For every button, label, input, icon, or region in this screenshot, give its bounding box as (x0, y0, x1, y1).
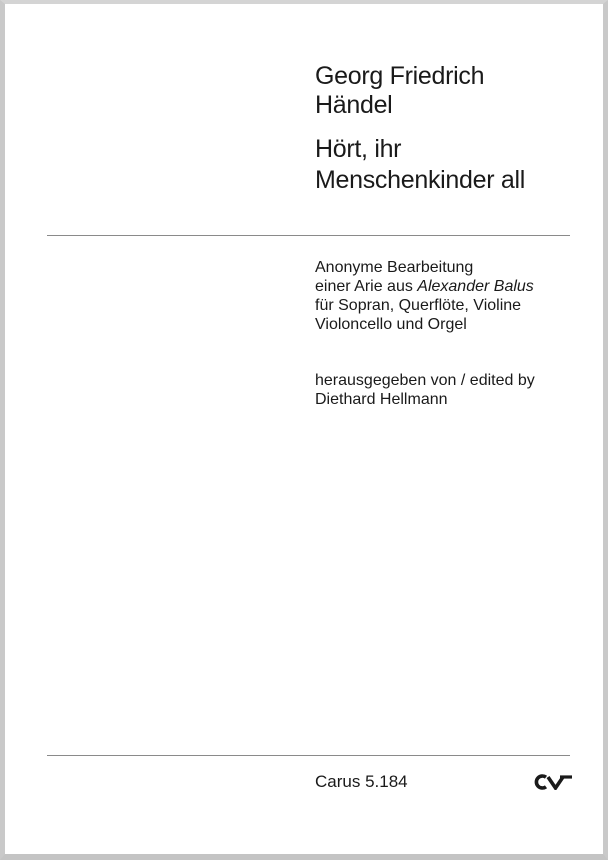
editor-label: herausgegeben von / edited by (315, 372, 535, 389)
composer-name (315, 62, 484, 120)
description-line: für Sopran, Querflöte, Violine (315, 297, 522, 314)
catalog-number: Carus 5.184 (315, 772, 408, 791)
title-line: Menschenkinder all (315, 166, 525, 194)
carus-logo-icon (533, 774, 573, 790)
bottom-divider (47, 755, 570, 756)
description-line: Anonyme Bearbeitung (315, 259, 474, 276)
description-line (315, 277, 534, 296)
work-title (315, 134, 525, 196)
title-line: Hört, ihr (315, 135, 402, 163)
description-line: Violoncello und Orgel (315, 316, 467, 333)
work-description (315, 258, 534, 334)
top-divider (47, 235, 570, 236)
editor-name: Diethard Hellmann (315, 391, 448, 408)
editor-credit (315, 371, 535, 409)
composer-line: Händel (315, 91, 393, 119)
description-text: einer Arie aus (315, 278, 418, 295)
source-work-title: Alexander Balus (417, 278, 534, 295)
composer-line: Georg Friedrich (315, 62, 485, 90)
